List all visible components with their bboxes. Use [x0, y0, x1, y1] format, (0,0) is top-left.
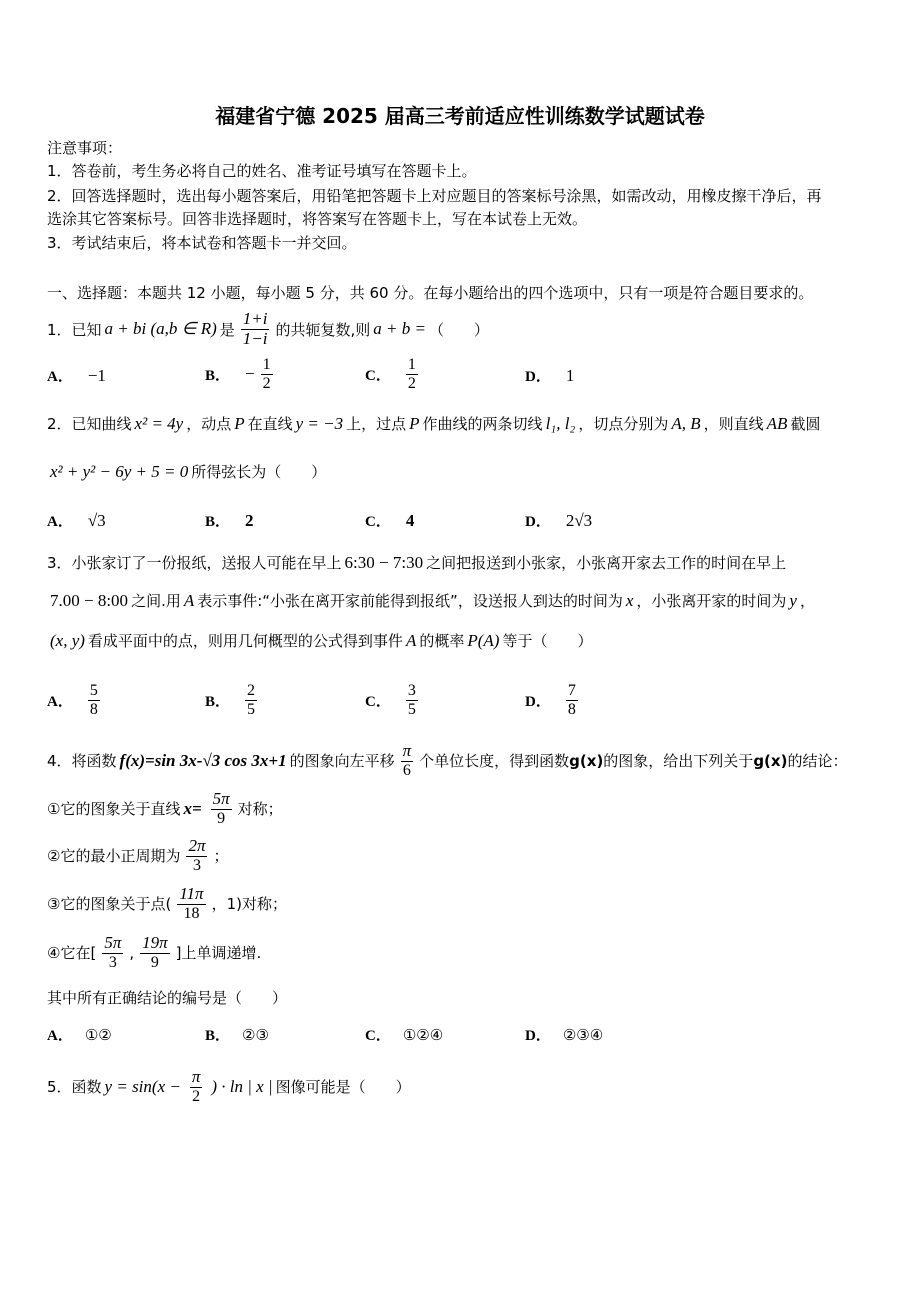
fraction-part: 1 [407, 356, 416, 373]
text-segment: 对称； [237, 800, 283, 819]
fraction [187, 1068, 206, 1105]
text-segment: 之间.用 [131, 592, 181, 610]
statement-3 [47, 885, 287, 922]
fraction-part: 9 [150, 953, 159, 971]
text-segment: 作曲线的两条切线 [422, 415, 543, 433]
fraction-part: 2π [188, 836, 206, 855]
fraction-part: 5 [89, 682, 98, 699]
option-label: C． [365, 514, 391, 530]
text-segment: 等于（ ） [502, 632, 593, 650]
text-segment: P [234, 413, 245, 433]
text-segment: P(A) [467, 630, 500, 650]
text-segment: 6:30 − 7:30 [344, 552, 424, 572]
statement-1 [47, 790, 283, 827]
note-item: 2．回答选择题时，选出每小题答案后，用铅笔把答题卡上对应题目的答案标号涂黑，如需改动，用橡皮擦干净后，再 [47, 187, 822, 205]
option-b[interactable] [205, 356, 276, 392]
question-1 [47, 310, 489, 348]
text-segment: −1 [87, 365, 106, 385]
option-label: D． [525, 1028, 551, 1044]
text-segment: 7.00 − 8:00 [50, 590, 129, 610]
text-segment: g(x) [569, 751, 604, 770]
note-item: 3．考试结束后，将本试卷和答题卡一并交回。 [47, 234, 357, 252]
text-segment: ③它的图象关于点( [47, 895, 172, 914]
fraction-part: 5π [104, 933, 122, 952]
text-segment: ，切点分别为 [578, 415, 669, 433]
fraction-part: 3 [108, 953, 117, 971]
option-label: C． [365, 367, 391, 384]
question-2-line2 [47, 461, 326, 482]
option-d[interactable] [525, 682, 581, 718]
fraction-part: 5 [247, 700, 256, 718]
fraction [261, 356, 273, 392]
text-segment: − [245, 364, 255, 384]
fraction [208, 790, 235, 827]
text-segment: 的结论： [787, 752, 848, 771]
option-label: B． [205, 693, 231, 710]
statement-2 [47, 837, 229, 874]
option-label: D． [525, 369, 551, 385]
text-segment: ) · ln | x | [211, 1076, 273, 1096]
text-segment: 5．函数 [47, 1078, 102, 1097]
option-b[interactable] [205, 1024, 269, 1045]
text-segment: x² = 4y [134, 413, 184, 433]
text-segment: ]上单调递增. [175, 944, 262, 963]
fraction-part: 19π [142, 933, 168, 952]
q-text: 的共轭复数,则 [275, 320, 371, 339]
fraction-part: 9 [217, 809, 226, 827]
option-a[interactable] [47, 365, 109, 386]
question-3-line2 [47, 590, 815, 611]
text-segment: 看成平面中的点，则用几何概型的公式得到事件 [87, 632, 403, 650]
fraction-part: 2 [262, 374, 271, 392]
note-item: 选涂其它答案标号。回答非选择题时，将答案写在答题卡上，写在本试卷上无效。 [47, 210, 588, 228]
text-segment: ，动点 [186, 415, 232, 433]
option-label: B． [205, 514, 231, 530]
fraction-part: 2 [192, 1087, 201, 1105]
text-segment: 图像可能是（ ） [275, 1078, 411, 1097]
text-segment: (x, y) [50, 630, 85, 650]
notes-heading: 注意事项： [47, 139, 123, 157]
fraction-part: 11π [179, 884, 204, 903]
option-c[interactable] [365, 510, 417, 531]
text-segment: ， [799, 592, 815, 610]
fraction-part: 18 [183, 904, 200, 922]
fraction [245, 682, 257, 718]
text-segment: ①它的图象关于直线 [47, 800, 181, 819]
question-5 [47, 1068, 411, 1105]
text-segment: 的图象，给出下列关于 [603, 752, 754, 771]
text-segment: 2．已知曲线 [47, 415, 132, 433]
fraction-part: π [402, 741, 412, 760]
text-segment: ①② [84, 1025, 112, 1044]
fraction-part: 8 [89, 700, 98, 718]
fraction-part: π [191, 1067, 201, 1086]
text-segment: ； [213, 847, 229, 866]
option-label: A． [47, 1028, 73, 1044]
text-segment: 之间把报送到小张家，小张离开家去工作的时间在早上 [426, 554, 787, 572]
text-segment: x² + y² − 6y + 5 = 0 [50, 461, 189, 481]
fraction-part: 2 [407, 374, 416, 392]
option-d[interactable] [525, 365, 577, 386]
fraction-part: 1 [262, 356, 271, 373]
text-segment: 个单位长度，得到函数 [419, 752, 570, 771]
option-label: C． [365, 1028, 391, 1044]
section-heading: 一、选择题：本题共 12 小题，每小题 5 分，共 60 分。在每小题给出的四个选项中，只有一项是符合题目要求的。 [47, 284, 814, 302]
fraction [99, 934, 126, 971]
fraction [398, 742, 417, 779]
text-segment: ，1)对称； [211, 895, 287, 914]
option-label: D． [525, 514, 551, 530]
text-segment: ②它的最小正周期为 [47, 847, 181, 866]
fraction-part: 1+i [242, 309, 268, 328]
q-text: 1．已知 [47, 320, 102, 339]
fraction [406, 356, 418, 392]
text-segment: A [405, 630, 417, 650]
option-a[interactable] [47, 682, 103, 718]
text-segment: ，则直线 [703, 415, 764, 433]
fraction-part: 6 [402, 761, 411, 779]
text-segment: P [409, 413, 420, 433]
option-label: D． [525, 693, 551, 710]
option-label: A． [47, 369, 73, 385]
option-c[interactable] [365, 356, 421, 392]
question-4-ask: 其中所有正确结论的编号是（ ） [47, 989, 288, 1007]
option-d[interactable] [525, 1024, 603, 1045]
fraction-part: 2 [247, 682, 256, 699]
text-segment: g(x) [753, 751, 788, 770]
q-text: 是 [219, 320, 235, 339]
text-segment: 4．将函数 [47, 752, 117, 771]
text-segment: A, B [671, 413, 701, 433]
fraction [238, 310, 273, 348]
fraction [566, 682, 578, 718]
fraction-part: 3 [407, 682, 416, 699]
option-b[interactable] [205, 682, 260, 718]
text-segment: 上，过点 [346, 415, 407, 433]
fraction-part: 1−i [242, 328, 268, 348]
option-c[interactable] [365, 1024, 443, 1045]
text-segment: x [625, 590, 634, 610]
fraction-part: 3 [192, 856, 201, 874]
text-segment: 3．小张家订了一份报纸，送报人可能在早上 [47, 554, 342, 572]
text-segment: AB [766, 413, 788, 433]
fraction-part: 5π [212, 789, 230, 808]
option-label: B． [205, 1028, 231, 1044]
text-segment: 截圆 [790, 415, 821, 433]
statement-4 [47, 934, 261, 971]
text-segment: ②③ [242, 1025, 269, 1044]
text-segment: 的概率 [419, 632, 465, 650]
text-segment: 2√3 [565, 510, 593, 530]
text-segment: , [129, 943, 135, 962]
text-segment: ②③④ [562, 1025, 604, 1044]
fraction [183, 837, 210, 874]
text-segment: y = sin(x − [104, 1076, 181, 1096]
note-item: 1．答卷前，考生务必将自己的姓名、准考证号填写在答题卡上。 [47, 162, 477, 180]
option-label: A． [47, 514, 73, 530]
fraction [174, 885, 208, 922]
text-segment: 在直线 [247, 415, 293, 433]
option-b[interactable] [205, 510, 257, 531]
fraction [137, 934, 173, 971]
text-segment: 1 [565, 365, 575, 385]
fraction [88, 682, 100, 718]
text-segment: ④它在[ [47, 944, 97, 963]
text-segment: 2 [245, 510, 254, 530]
text-segment: 的图象向左平移 [289, 752, 395, 771]
question-2 [47, 413, 820, 434]
option-label: C． [365, 693, 391, 710]
option-d[interactable] [525, 510, 595, 531]
text-segment: 4 [405, 510, 415, 530]
fraction-part: 7 [567, 682, 576, 699]
text-segment: x= [183, 798, 202, 818]
math: a + bi (a,b ∈ R) [104, 319, 217, 339]
text-segment: f(x)=sin 3x-√3 cos 3x+1 [119, 750, 287, 770]
text-segment: l₁, l₂ [545, 413, 576, 433]
text-segment: ①②④ [402, 1025, 444, 1044]
question-4 [47, 742, 847, 779]
option-a[interactable] [47, 1024, 112, 1045]
math: a + b = [373, 319, 426, 339]
option-label: B． [205, 367, 231, 384]
text-segment: y = −3 [295, 413, 344, 433]
question-3-line3 [47, 630, 592, 651]
question-3 [47, 552, 786, 573]
text-segment: y [789, 590, 797, 610]
text-segment: 所得弦长为（ ） [191, 463, 327, 481]
text-segment: ，小张离开家的时间为 [636, 592, 787, 610]
fraction [406, 682, 418, 718]
text-segment: A [183, 590, 195, 610]
fraction-part: 5 [407, 700, 416, 718]
fraction-part: 8 [567, 700, 576, 718]
page-title: 福建省宁德 2025 届高三考前适应性训练数学试题试卷 [215, 104, 705, 128]
option-label: A． [47, 693, 73, 710]
q-text: （ ） [428, 320, 489, 339]
text-segment: √3 [87, 510, 106, 530]
text-segment: 表示事件:“小张在离开家前能得到报纸”，设送报人到达的时间为 [197, 592, 623, 610]
option-a[interactable] [47, 510, 109, 531]
option-c[interactable] [365, 682, 421, 718]
